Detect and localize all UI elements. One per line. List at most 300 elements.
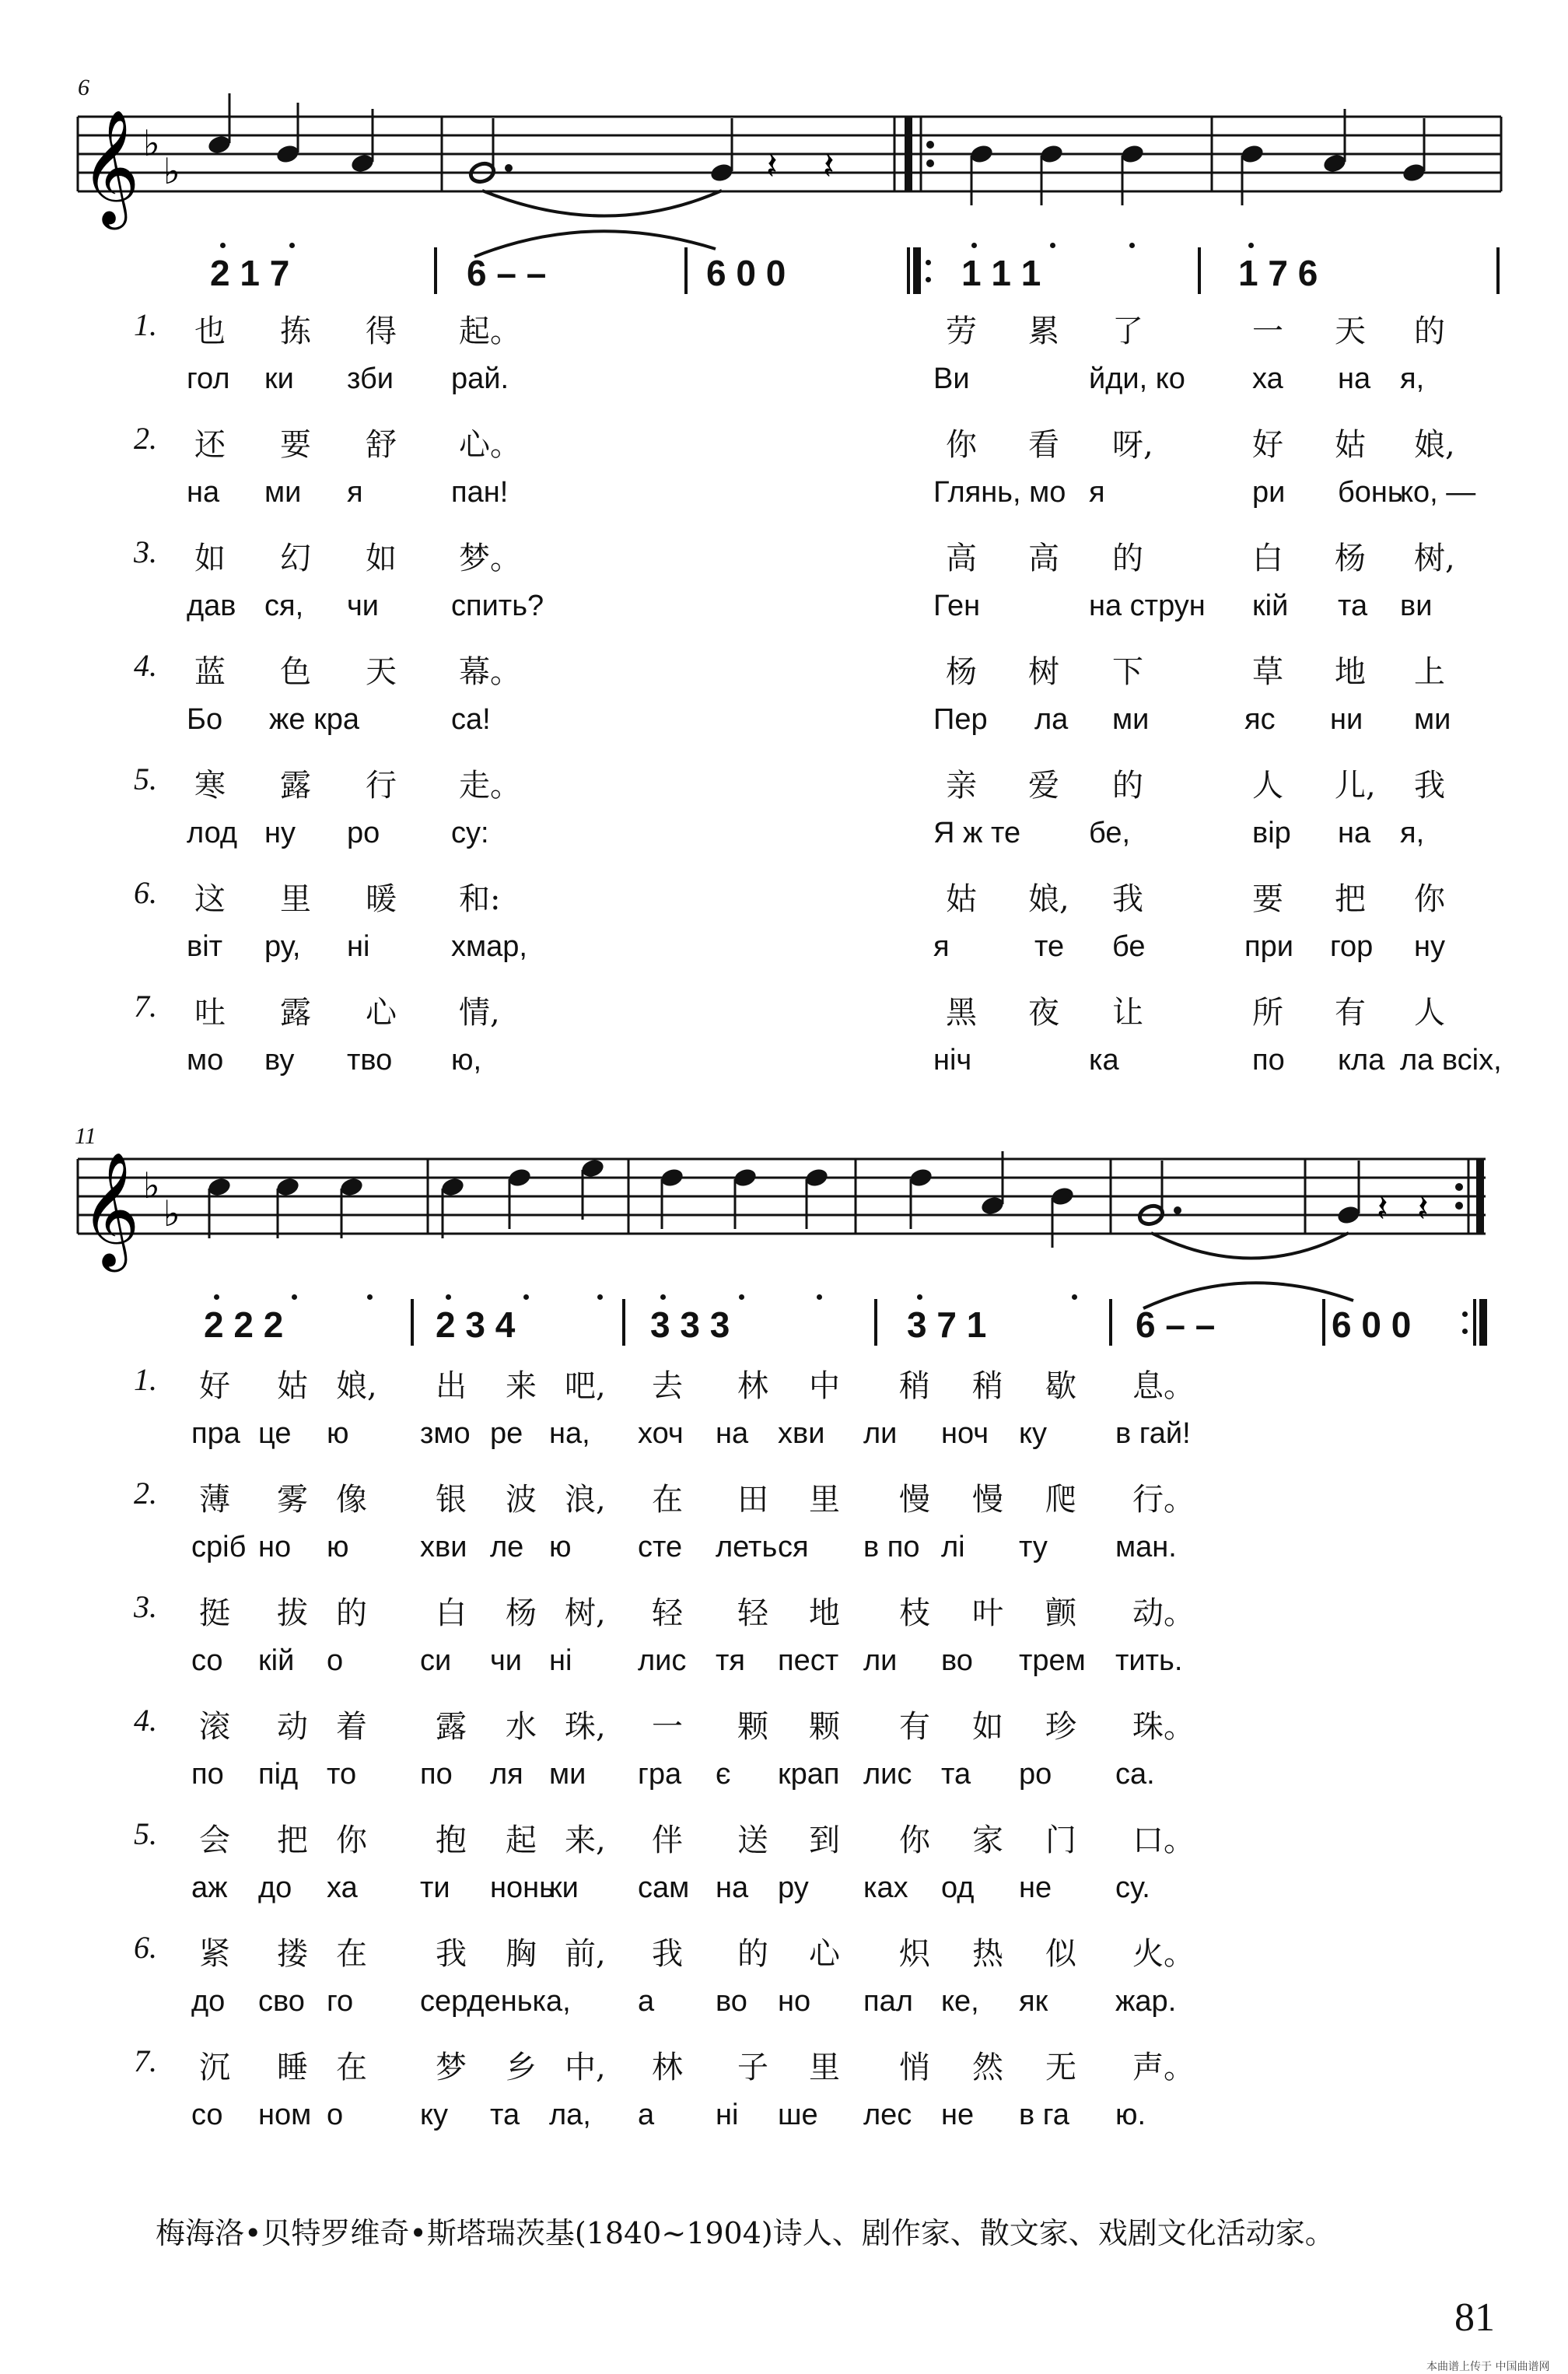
lyric-zh: 睡	[277, 2050, 308, 2085]
lyric-zh: 所	[1252, 995, 1283, 1031]
lyric-zh: 起	[506, 1823, 537, 1858]
lyric-zh: 娘,	[1414, 427, 1455, 463]
lyric-uk: чи	[347, 590, 380, 622]
lyric-uk: ли	[863, 1417, 898, 1450]
lyric-uk: ю	[549, 1531, 572, 1563]
lyric-zh: 林	[737, 1368, 768, 1404]
lyric-uk: су:	[451, 817, 489, 849]
lyric-uk: на	[187, 476, 220, 509]
lyric-uk: то	[327, 1758, 357, 1791]
octave-dot	[817, 1294, 822, 1300]
lyric-uk: ні	[347, 930, 370, 963]
lyric-zh: 夜	[1028, 995, 1059, 1031]
verse-number: 2.	[134, 421, 157, 456]
lyric-zh: 门	[1045, 1823, 1076, 1858]
lyric-zh: 如	[366, 541, 397, 576]
lyric-zh: 白	[1252, 541, 1283, 576]
lyric-uk: ноч	[941, 1417, 989, 1450]
lyric-uk: чи	[490, 1644, 523, 1677]
lyric-zh: 珠,	[565, 1709, 606, 1745]
flat-icon: ♭	[143, 1164, 160, 1206]
lyric-uk: ре	[490, 1417, 523, 1450]
lyric-zh: 色	[280, 654, 311, 690]
lyric-uk: ках	[863, 1872, 908, 1904]
lyric-uk: ви	[1400, 590, 1433, 622]
lyric-uk: со	[191, 1644, 223, 1677]
octave-dot	[1072, 1294, 1077, 1300]
lyric-zh: 会	[199, 1823, 230, 1858]
lyric-zh: 走。	[459, 768, 521, 804]
lyric-zh: 热	[972, 1936, 1003, 1972]
lyric-uk: рай.	[451, 362, 509, 395]
lyric-zh: 我	[1112, 881, 1143, 917]
jianpu-measure: 6 – –	[467, 253, 547, 293]
lyric-uk: хмар,	[451, 930, 527, 963]
jianpu-measure: 1 7 6	[1238, 253, 1318, 293]
lyric-zh: 送	[737, 1823, 768, 1858]
lyric-uk: ю	[327, 1531, 349, 1563]
lyric-zh: 的	[1112, 768, 1143, 804]
lyric-uk: ро	[1019, 1758, 1052, 1791]
lyric-zh: 颗	[809, 1709, 840, 1745]
lyric-zh: 的	[1414, 313, 1445, 349]
lyric-zh: 中,	[565, 2050, 606, 2085]
lyric-zh: 炽	[899, 1936, 930, 1972]
lyric-zh: 我	[1414, 768, 1445, 804]
lyric-uk: в гай!	[1115, 1417, 1191, 1450]
lyric-uk: од	[941, 1872, 975, 1904]
lyric-zh: 地	[809, 1595, 840, 1631]
lyric-uk: вір	[1252, 817, 1291, 849]
lyric-zh: 稍	[899, 1368, 930, 1404]
lyric-uk: во	[941, 1644, 973, 1677]
lyric-zh: 珠。	[1132, 1709, 1195, 1745]
octave-dot	[917, 1294, 922, 1300]
lyric-uk: пест	[778, 1644, 839, 1677]
lyric-uk: ніч	[933, 1044, 972, 1077]
lyric-uk: змо	[420, 1417, 471, 1450]
lyric-uk: трем	[1019, 1644, 1086, 1677]
verse-number: 7.	[134, 2043, 157, 2078]
lyric-zh: 林	[652, 2050, 683, 2085]
lyric-uk: ні	[549, 1644, 572, 1677]
lyric-zh: 我	[436, 1936, 467, 1972]
lyric-uk: ки	[264, 362, 294, 395]
lyric-zh: 歇	[1045, 1368, 1076, 1404]
lyric-uk: не	[1019, 1872, 1052, 1904]
lyric-zh: 你	[336, 1823, 367, 1858]
lyric-zh: 黑	[946, 995, 977, 1031]
lyric-uk: тя	[716, 1644, 745, 1677]
lyric-zh: 银	[436, 1482, 467, 1518]
lyric-zh: 悄	[899, 2050, 930, 2085]
lyric-uk: зби	[347, 362, 394, 395]
lyric-zh: 火。	[1132, 1936, 1195, 1972]
lyric-uk: я	[1089, 476, 1105, 509]
jianpu-measure: 2 1 7	[210, 253, 290, 293]
lyric-zh: 让	[1112, 995, 1143, 1031]
lyric-uk: йди, ко	[1089, 362, 1185, 395]
lyric-zh: 心	[366, 995, 397, 1031]
lyric-uk: ля	[490, 1758, 523, 1791]
lyric-zh: 里	[280, 881, 311, 917]
lyric-uk: са!	[451, 703, 491, 736]
lyric-uk: на	[716, 1417, 749, 1450]
lyric-uk: ні	[716, 2099, 739, 2131]
lyric-zh: 地	[1335, 654, 1366, 690]
lyric-zh: 情,	[459, 995, 500, 1031]
rest-icon: 𝄽	[1377, 1187, 1388, 1231]
lyric-zh: 蓝	[194, 654, 226, 690]
lyric-zh: 口。	[1132, 1823, 1195, 1858]
lyric-uk: ю	[327, 1417, 349, 1450]
lyric-uk: на струн	[1089, 590, 1206, 622]
lyric-zh: 伴	[652, 1823, 683, 1858]
lyric-uk: жар.	[1115, 1985, 1177, 2018]
lyric-uk: ту	[1019, 1531, 1048, 1563]
lyric-uk: нонь	[490, 1872, 555, 1904]
lyric-zh: 挺	[199, 1595, 230, 1631]
jianpu-measure: 2 3 4	[436, 1304, 516, 1345]
lyric-uk: но	[258, 1531, 292, 1563]
lyric-uk: та	[941, 1758, 971, 1791]
lyric-zh: 天	[366, 654, 397, 690]
lyric-zh: 一	[1252, 313, 1283, 349]
lyric-zh: 姑	[1335, 427, 1366, 463]
lyric-uk: ми	[549, 1758, 586, 1791]
lyric-zh: 珍	[1045, 1709, 1076, 1745]
verse-number: 6.	[134, 1930, 157, 1965]
lyric-uk: ла	[1034, 703, 1069, 736]
lyric-zh: 心	[809, 1936, 840, 1972]
lyric-uk: сте	[638, 1531, 683, 1563]
lyric-zh: 白	[436, 1595, 467, 1631]
lyric-zh: 轻	[652, 1595, 683, 1631]
lyric-zh: 这	[194, 881, 226, 917]
lyric-zh: 在	[336, 1936, 367, 1972]
lyric-uk: сріб	[191, 1531, 247, 1563]
lyric-zh: 颗	[737, 1709, 768, 1745]
lyric-zh: 杨	[506, 1595, 537, 1631]
lyric-zh: 要	[280, 427, 311, 463]
lyric-zh: 爬	[1045, 1482, 1076, 1518]
lyric-zh: 上	[1414, 654, 1445, 690]
lyric-zh: 你	[899, 1823, 930, 1858]
lyric-zh: 了	[1112, 313, 1143, 349]
lyric-uk: кла	[1338, 1044, 1385, 1077]
lyric-uk: по	[420, 1758, 453, 1791]
lyric-zh: 有	[1335, 995, 1366, 1031]
lyric-uk: ся	[778, 1531, 809, 1563]
lyric-zh: 滚	[199, 1709, 230, 1745]
verse-number: 3.	[134, 534, 157, 569]
lyric-zh: 的	[1112, 541, 1143, 576]
lyric-zh: 天	[1335, 313, 1366, 349]
lyric-uk: во	[716, 1985, 747, 2018]
lyric-uk: ти	[420, 1872, 450, 1904]
lyric-zh: 中	[809, 1368, 840, 1404]
lyric-uk: ни	[1330, 703, 1363, 736]
lyric-zh: 你	[1414, 881, 1445, 917]
lyric-uk: ку	[1019, 1417, 1048, 1450]
lyric-uk: ки	[549, 1872, 579, 1904]
jianpu-measure: 6 0 0	[1332, 1304, 1412, 1345]
lyric-zh: 家	[972, 1823, 1003, 1858]
measure-number: 11	[75, 1123, 96, 1149]
verse-number: 3.	[134, 1589, 157, 1624]
octave-dot	[367, 1294, 373, 1300]
lyric-uk: пра	[191, 1417, 240, 1450]
lyric-zh: 暖	[366, 881, 397, 917]
lyric-zh: 紧	[199, 1936, 230, 1972]
lyric-zh: 你	[946, 427, 977, 463]
octave-dot	[739, 1294, 744, 1300]
lyric-uk: ха	[1252, 362, 1283, 395]
lyric-zh: 无	[1045, 2050, 1076, 2085]
lyric-zh: 起。	[459, 313, 521, 349]
lyric-uk: до	[258, 1872, 292, 1904]
lyric-zh: 把	[1335, 881, 1366, 917]
lyric-zh: 累	[1028, 313, 1059, 349]
lyric-zh: 亲	[946, 768, 977, 804]
lyric-uk: в по	[863, 1531, 920, 1563]
lyric-zh: 在	[652, 1482, 683, 1518]
lyric-zh: 爱	[1028, 768, 1059, 804]
lyric-zh: 行	[366, 768, 397, 804]
lyric-zh: 浪,	[565, 1482, 606, 1518]
lyric-uk: спить?	[451, 590, 544, 622]
lyric-uk: хоч	[638, 1417, 684, 1450]
lyric-uk: ру	[778, 1872, 809, 1904]
lyric-uk: о	[327, 1644, 344, 1677]
lyric-uk: ку	[420, 2099, 449, 2131]
octave-dot	[660, 1294, 666, 1300]
lyric-zh: 劳	[946, 313, 977, 349]
verse-number: 1.	[134, 1362, 157, 1397]
lyric-uk: же кра	[269, 703, 360, 736]
jianpu-measure: 3 7 1	[907, 1304, 987, 1345]
lyric-uk: гол	[187, 362, 230, 395]
lyric-zh: 像	[336, 1482, 367, 1518]
lyric-uk: ри	[1252, 476, 1286, 509]
lyric-uk: є	[716, 1758, 731, 1791]
lyric-uk: ман.	[1115, 1531, 1177, 1563]
lyric-uk: ну	[264, 817, 296, 849]
lyric-uk: лис	[863, 1758, 912, 1791]
lyric-zh: 儿,	[1335, 768, 1376, 804]
lyric-zh: 拣	[280, 313, 311, 349]
jianpu-measure: 6 – –	[1136, 1304, 1216, 1345]
lyric-zh: 呀,	[1112, 427, 1153, 463]
lyric-uk: кій	[1252, 590, 1289, 622]
lyric-uk: лод	[187, 817, 238, 849]
verse-number: 4.	[134, 648, 157, 683]
lyric-zh: 一	[652, 1709, 683, 1745]
lyric-zh: 把	[277, 1823, 308, 1858]
lyric-uk: ру,	[264, 930, 301, 963]
lyric-zh: 幻	[280, 541, 311, 576]
lyric-uk: ся,	[264, 590, 304, 622]
lyric-uk: бе,	[1089, 817, 1131, 849]
lyric-uk: Я ж те	[933, 817, 1021, 849]
lyric-uk: я	[933, 930, 950, 963]
lyric-uk: дав	[187, 590, 236, 622]
lyric-uk: Ви	[933, 362, 970, 395]
lyric-uk: та	[490, 2099, 520, 2131]
lyric-zh: 里	[809, 1482, 840, 1518]
rest-icon: 𝄽	[823, 145, 835, 188]
lyric-zh: 得	[366, 313, 397, 349]
lyric-uk: я	[347, 476, 363, 509]
lyric-zh: 雾	[277, 1482, 308, 1518]
lyric-uk: ю.	[1115, 2099, 1146, 2131]
jianpu-measure: 6 0 0	[706, 253, 786, 293]
lyric-zh: 人	[1252, 768, 1283, 804]
lyric-zh: 还	[194, 427, 226, 463]
rest-icon: 𝄽	[766, 145, 778, 188]
lyric-zh: 杨	[946, 654, 977, 690]
jianpu-measure: 1 1 1	[961, 253, 1041, 293]
lyric-zh: 高	[946, 541, 977, 576]
lyric-uk: си	[420, 1644, 452, 1677]
lyric-zh: 田	[737, 1482, 768, 1518]
lyric-uk: по	[191, 1758, 224, 1791]
lyric-zh: 胸	[506, 1936, 537, 1972]
lyric-uk: леть	[716, 1531, 778, 1563]
lyric-zh: 息。	[1132, 1368, 1195, 1404]
octave-dot	[446, 1294, 451, 1300]
lyric-zh: 吐	[194, 995, 226, 1031]
lyric-zh: 动。	[1132, 1595, 1195, 1631]
lyric-uk: на	[716, 1872, 749, 1904]
lyric-zh: 杨	[1335, 541, 1366, 576]
lyric-zh: 似	[1045, 1936, 1076, 1972]
lyric-uk: те	[1034, 930, 1065, 963]
lyric-zh: 人	[1414, 995, 1445, 1031]
lyric-uk: Бо	[187, 703, 223, 736]
lyric-uk: аж	[191, 1872, 228, 1904]
lyric-uk: ном	[258, 2099, 312, 2131]
lyric-zh: 稍	[972, 1368, 1003, 1404]
lyric-zh: 来	[506, 1368, 537, 1404]
lyric-uk: но	[778, 1985, 811, 2018]
lyric-uk: ка	[1089, 1044, 1119, 1077]
lyric-zh: 拔	[277, 1595, 308, 1631]
lyric-zh: 树	[1028, 654, 1059, 690]
lyric-zh: 高	[1028, 541, 1059, 576]
verse-number: 1.	[134, 307, 157, 342]
lyric-zh: 动	[277, 1709, 308, 1745]
lyric-zh: 声。	[1132, 2050, 1195, 2085]
lyric-uk: бе	[1112, 930, 1146, 963]
lyric-zh: 然	[972, 2050, 1003, 2085]
lyric-zh: 枝	[899, 1595, 930, 1631]
lyric-zh: 抱	[436, 1823, 467, 1858]
lyric-uk: крап	[778, 1758, 840, 1791]
lyric-zh: 着	[336, 1709, 367, 1745]
lyric-uk: при	[1244, 930, 1293, 963]
lyric-uk: віт	[187, 930, 223, 963]
lyric-uk: не	[941, 2099, 975, 2131]
lyric-zh: 和:	[459, 881, 501, 917]
lyric-zh: 在	[336, 2050, 367, 2085]
lyric-zh: 好	[1252, 427, 1283, 463]
lyric-zh: 如	[194, 541, 226, 576]
lyric-zh: 露	[436, 1709, 467, 1745]
lyric-uk: під	[258, 1758, 299, 1791]
lyric-uk: ми	[1414, 703, 1451, 736]
lyric-zh: 出	[436, 1368, 467, 1404]
lyric-zh: 也	[194, 313, 226, 349]
lyric-uk: в га	[1019, 2099, 1069, 2131]
lyric-zh: 薄	[199, 1482, 230, 1518]
lyric-uk: як	[1019, 1985, 1048, 2018]
lyric-zh: 乡	[506, 2050, 537, 2085]
jianpu-measure: 2 2 2	[204, 1304, 284, 1345]
lyric-uk: сам	[638, 1872, 690, 1904]
lyric-uk: по	[1252, 1044, 1285, 1077]
jianpu-measure: 3 3 3	[650, 1304, 730, 1345]
lyric-zh: 梦	[436, 2050, 467, 2085]
lyric-uk: я,	[1400, 362, 1425, 395]
lyric-zh: 露	[280, 995, 311, 1031]
footnote: 梅海洛•贝特罗维奇•斯塔瑞茨基(1840~1904)诗人、剧作家、散文家、戏剧文化活动家。	[156, 2216, 1335, 2250]
lyric-zh: 娘,	[336, 1368, 377, 1404]
lyric-zh: 水	[506, 1709, 537, 1745]
lyric-zh: 到	[809, 1823, 840, 1858]
lyric-uk: ву	[264, 1044, 295, 1077]
flat-icon: ♭	[163, 1192, 180, 1234]
lyric-uk: кій	[258, 1644, 295, 1677]
lyric-zh: 梦。	[459, 541, 521, 576]
verse-number: 5.	[134, 1816, 157, 1851]
lyric-zh: 树,	[1414, 541, 1455, 576]
lyric-uk: ке,	[941, 1985, 979, 2018]
lyric-zh: 行。	[1132, 1482, 1195, 1518]
lyric-uk: сво	[258, 1985, 305, 2018]
measure-number: 6	[78, 75, 89, 100]
lyric-uk: а	[638, 1985, 655, 2018]
lyric-zh: 里	[809, 2050, 840, 2085]
lyric-uk: на	[1338, 362, 1371, 395]
lyric-zh: 姑	[946, 881, 977, 917]
treble-clef-icon: 𝄞	[81, 1151, 140, 1267]
lyric-uk: гра	[638, 1758, 682, 1791]
lyric-uk: на,	[549, 1417, 590, 1450]
lyric-uk: хви	[420, 1531, 467, 1563]
octave-dot	[523, 1294, 529, 1300]
lyric-zh: 去	[652, 1368, 683, 1404]
lyric-zh: 吧,	[565, 1368, 606, 1404]
lyric-zh: 草	[1252, 654, 1283, 690]
verse-number: 7.	[134, 989, 157, 1024]
lyric-zh: 幕。	[459, 654, 521, 690]
lyric-uk: о	[327, 2099, 344, 2131]
verse-number: 6.	[134, 875, 157, 910]
lyric-uk: та	[1338, 590, 1368, 622]
lyric-uk: на	[1338, 817, 1371, 849]
lyric-uk: пан!	[451, 476, 509, 509]
flat-icon: ♭	[143, 122, 160, 164]
lyric-uk: Ген	[933, 590, 981, 622]
lyric-zh: 好	[199, 1368, 230, 1404]
lyric-uk: я,	[1400, 817, 1425, 849]
watermark: 本曲谱上传于 中国曲谱网	[1426, 2361, 1550, 2373]
lyric-uk: ла,	[549, 2099, 591, 2131]
lyric-zh: 沉	[199, 2050, 230, 2085]
lyric-uk: хви	[778, 1417, 825, 1450]
lyric-uk: тить.	[1115, 1644, 1183, 1677]
